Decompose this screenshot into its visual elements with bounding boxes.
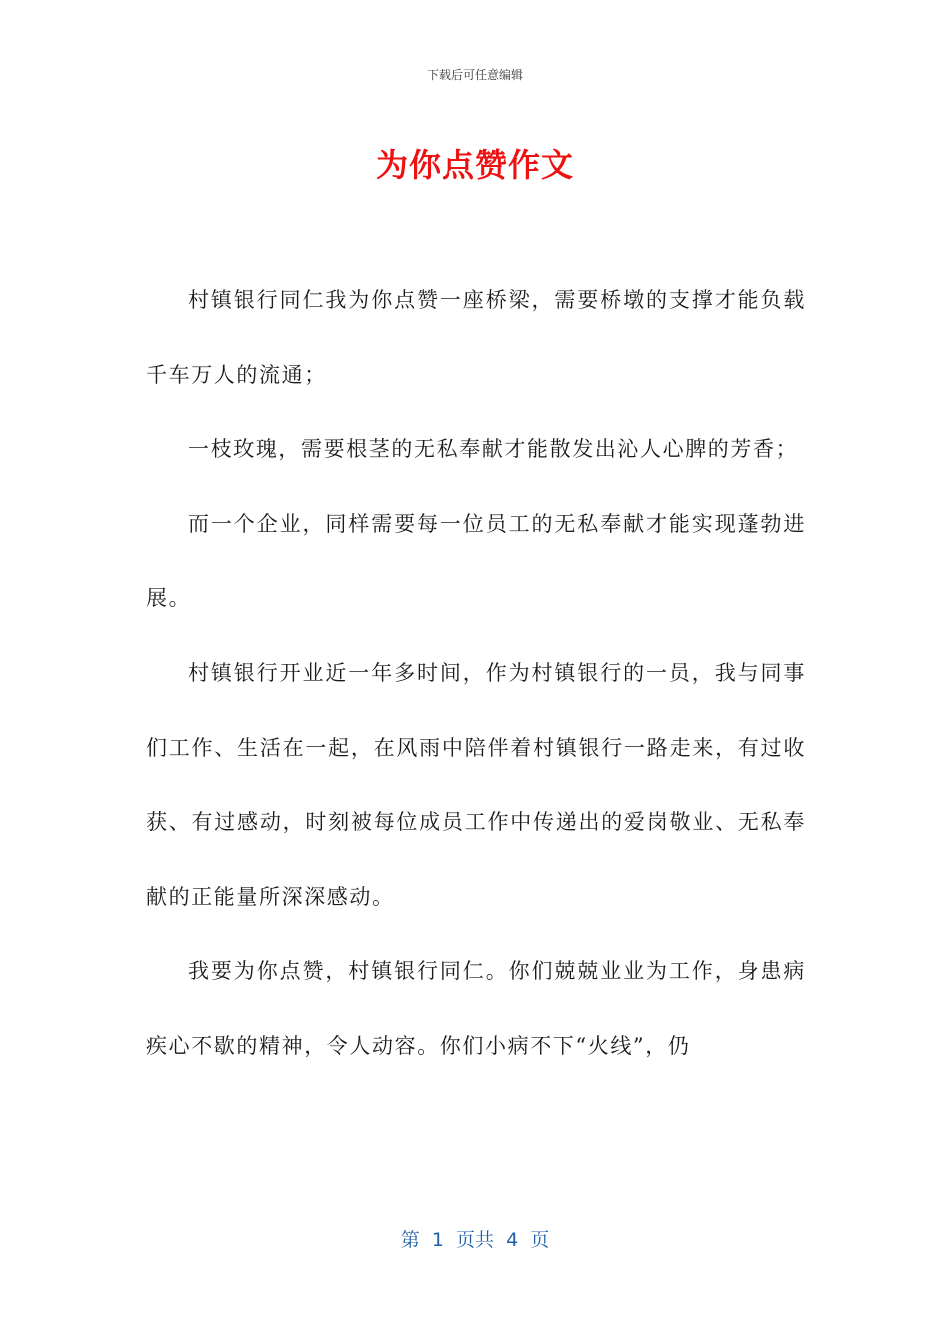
page-number-footer: 第 1 页共 4 页: [400, 1229, 550, 1251]
paragraph: 而一个企业，同样需要每一位员工的无私奉献才能实现蓬勃进展。: [146, 511, 806, 611]
document-title: 为你点赞作文: [375, 146, 574, 184]
document-body: [146, 263, 806, 1084]
paragraph: 村镇银行开业近一年多时间，作为村镇银行的一员，我与同事们工作、生活在一起，在风雨中陪伴着村镇银行一路走来，有过收获、有过感动，时刻被每位成员工作中传递出的爱岗敬业、无私奉献的正能量所深深感动。: [146, 660, 806, 909]
paragraph: 一枝玫瑰，需要根茎的无私奉献才能散发出沁人心脾的芳香；: [188, 437, 799, 462]
page-header-note: 下载后可任意编辑: [426, 68, 523, 82]
paragraph: 村镇银行同仁我为你点赞一座桥梁，需要桥墩的支撑才能负载千车万人的流通；: [146, 288, 806, 387]
paragraph: 我要为你点赞，村镇银行同仁。你们兢兢业业为工作，身患病疾心不歇的精神，令人动容。你们小病不下“火线”，仍: [146, 959, 806, 1058]
